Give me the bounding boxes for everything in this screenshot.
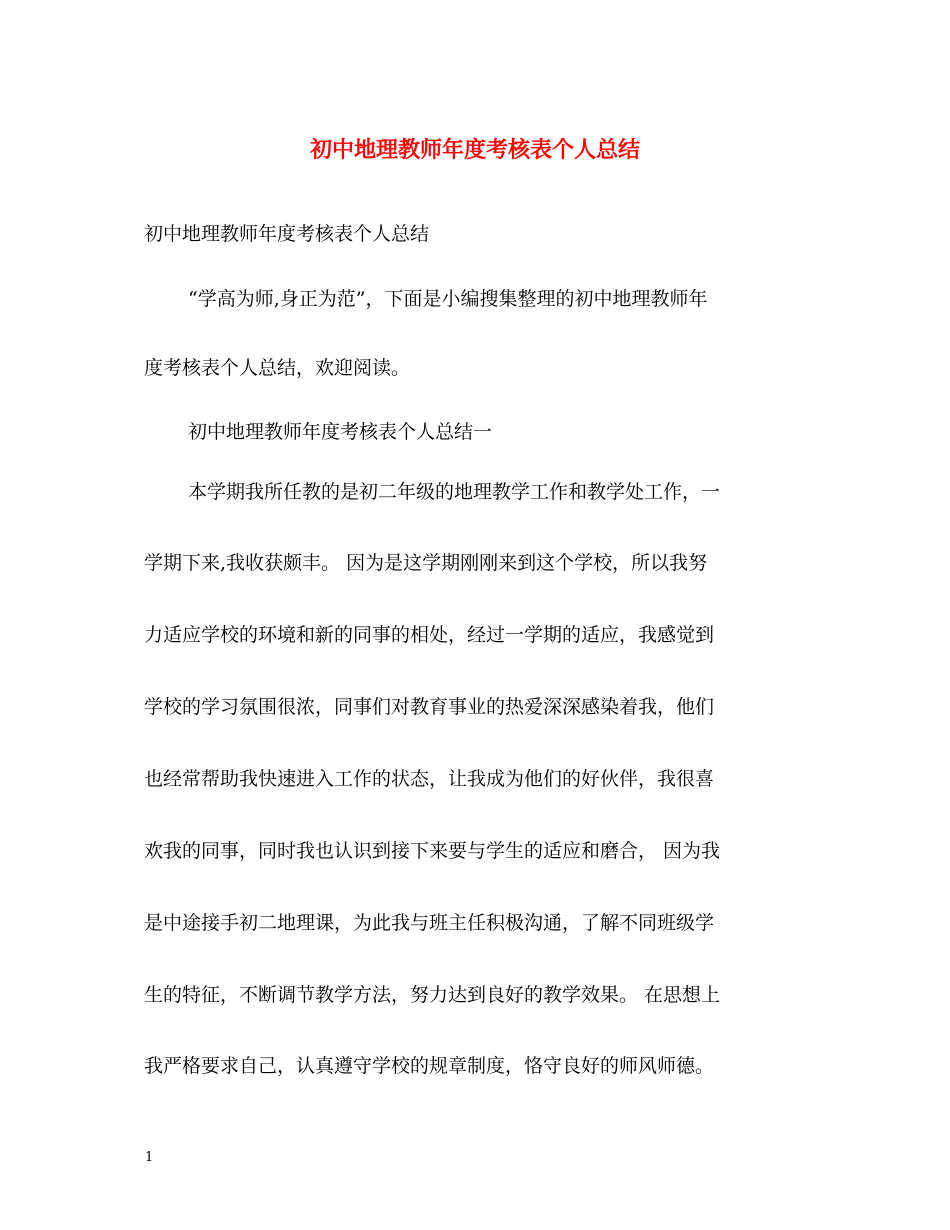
body-line: 生的特征，不断调节教学方法，努力达到良好的教学效果。 在思想上 <box>144 984 721 1006</box>
intro-line: “学高为师,身正为范”，下面是小编搜集整理的初中地理教师年 <box>188 288 708 310</box>
document-subtitle: 初中地理教师年度考核表个人总结 <box>144 223 430 245</box>
document-title: 初中地理教师年度考核表个人总结 <box>309 137 640 163</box>
section-heading: 初中地理教师年度考核表个人总结一 <box>188 421 493 443</box>
body-line: 欢我的同事，同时我也认识到接下来要与学生的适应和磨合， 因为我 <box>144 840 721 862</box>
body-line: 本学期我所任教的是初二年级的地理教学工作和教学处工作，一 <box>188 481 721 503</box>
body-line: 是中途接手初二地理课，为此我与班主任积极沟通，了解不同班级学 <box>144 912 715 934</box>
body-line: 学期下来,我收获颇丰。 因为是这学期刚刚来到这个学校，所以我努 <box>144 552 708 574</box>
body-line: 力适应学校的环境和新的同事的相处，经过一学期的适应，我感觉到 <box>144 624 715 646</box>
body-line: 也经常帮助我快速进入工作的状态，让我成为他们的好伙伴，我很喜 <box>144 768 715 790</box>
intro-line: 度考核表个人总结，欢迎阅读。 <box>144 357 411 379</box>
body-line: 学校的学习氛围很浓，同事们对教育事业的热爱深深感染着我，他们 <box>144 696 715 718</box>
body-line: 我严格要求自己，认真遵守学校的规章制度，恪守良好的师风师德。 <box>144 1055 715 1077</box>
page-number: 1 <box>145 1150 154 1165</box>
